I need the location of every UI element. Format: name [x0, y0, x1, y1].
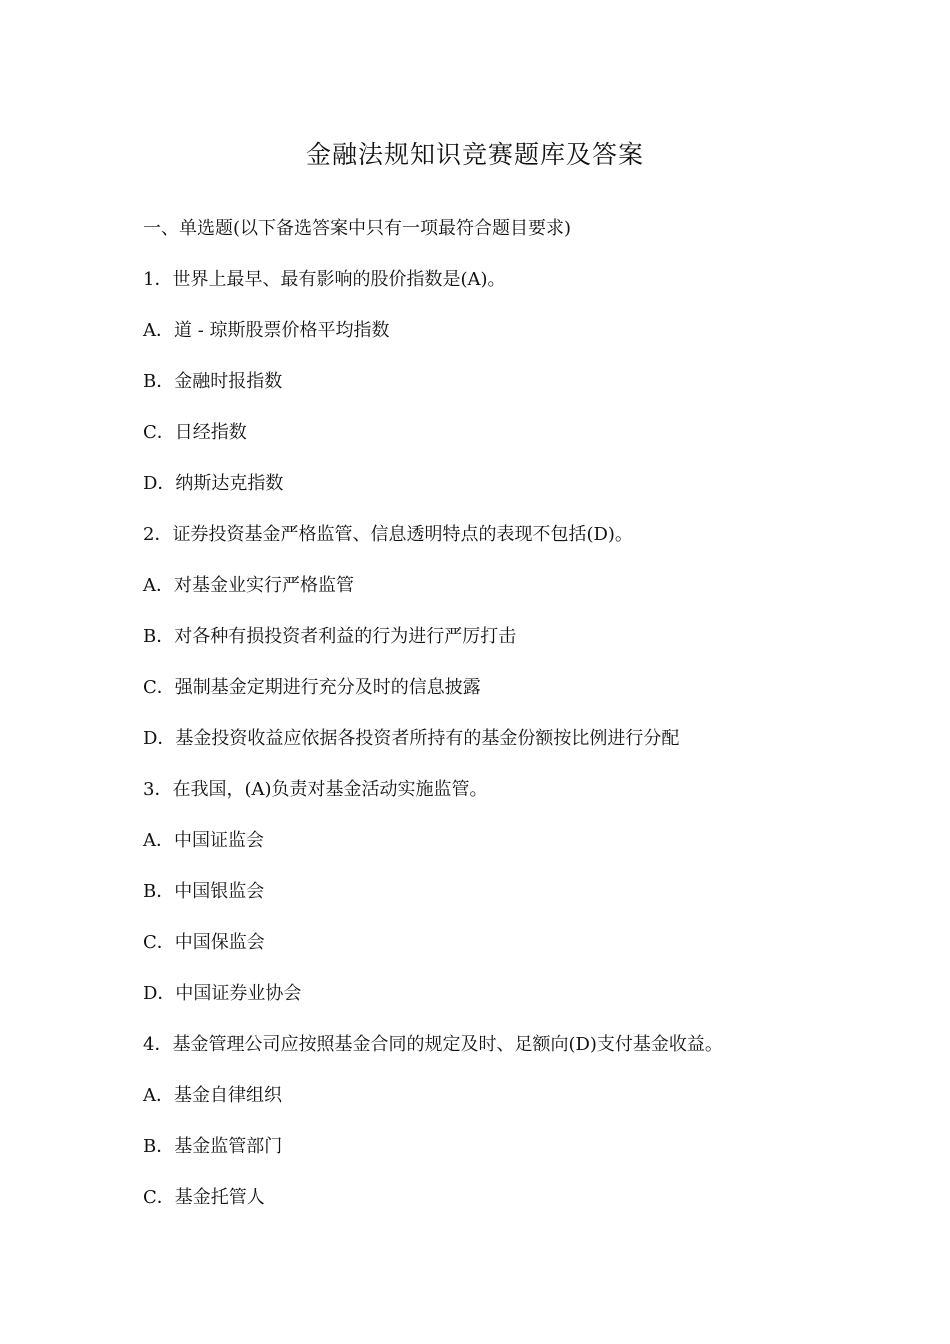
- question-stem: 3．在我国，(A)负责对基金活动实施监管。: [143, 779, 488, 800]
- option-b: B．金融时报指数: [143, 371, 283, 392]
- option-c: C．基金托管人: [143, 1187, 265, 1208]
- section-heading: 一、单选题(以下备选答案中只有一项最符合题目要求): [143, 218, 572, 239]
- option-a: A．道 - 琼斯股票价格平均指数: [143, 320, 390, 341]
- question-stem: 1．世界上最早、最有影响的股价指数是(A)。: [143, 269, 506, 290]
- document-title: 金融法规知识竞赛题库及答案: [305, 140, 644, 169]
- option-b: B．对各种有损投资者利益的行为进行严厉打击: [143, 626, 517, 647]
- option-b: B．中国银监会: [143, 881, 265, 902]
- option-a: A．基金自律组织: [143, 1085, 282, 1106]
- option-c: C．日经指数: [143, 422, 247, 443]
- question-list: [143, 210, 903, 1230]
- option-d: D．纳斯达克指数: [143, 473, 284, 494]
- option-b: B．基金监管部门: [143, 1136, 283, 1157]
- option-d: D．基金投资收益应依据各投资者所持有的基金份额按比例进行分配: [143, 728, 680, 749]
- option-d: D．中国证券业协会: [143, 983, 302, 1004]
- option-c: C．强制基金定期进行充分及时的信息披露: [143, 677, 481, 698]
- question-stem: 4．基金管理公司应按照基金合同的规定及时、足额向(D)支付基金收益。: [143, 1034, 723, 1055]
- option-a: A．对基金业实行严格监管: [143, 575, 354, 596]
- question-stem: 2．证券投资基金严格监管、信息透明特点的表现不包括(D)。: [143, 524, 633, 545]
- option-a: A．中国证监会: [143, 830, 264, 851]
- option-c: C．中国保监会: [143, 932, 265, 953]
